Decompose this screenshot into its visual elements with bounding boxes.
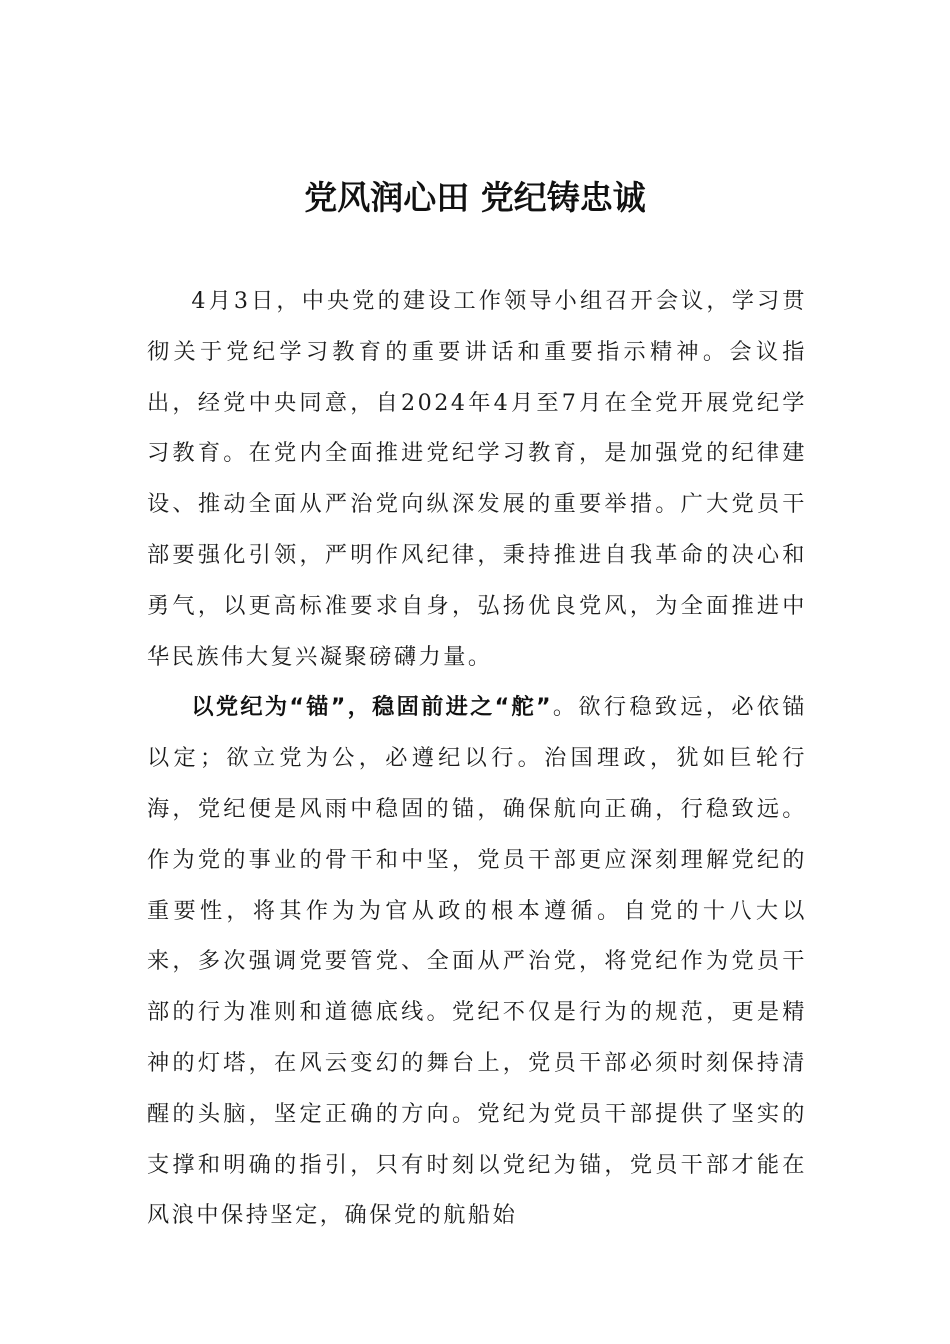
paragraph-text: 4月3日，中央党的建设工作领导小组召开会议，学习贯彻关于党纪学习教育的重要讲话和重要指示精神。会议指出，经党中央同意，自2024年4月至7月在全党开展党纪学习教育。在党内全面推进党纪学习教育，是加强党的纪律建设、推动全面从严治党向纵深发展的重要举措。广大党员干部要强化引领，严明作风纪律，秉持推进自我革命的决心和勇气，以更高标准要求自身，弘扬优良党风，为全面推进中华民族伟大复兴凝聚磅礴力量。 — [147, 288, 807, 670]
document-body — [147, 276, 807, 1241]
paragraph-intro — [147, 276, 807, 682]
paragraph-lead-heading: 以党纪为“锚”，稳固前进之“舵” — [191, 694, 553, 721]
paragraph-anchor — [147, 682, 807, 1241]
paragraph-text: 。欲行稳致远，必依锚以定；欲立党为公，必遵纪以行。治国理政，犹如巨轮行海，党纪便是风雨中稳固的锚，确保航向正确，行稳致远。作为党的事业的骨干和中坚，党员干部更应深刻理解党纪的重要性，将其作为为官从政的根本遵循。自党的十八大以来，多次强调党要管党、全面从严治党，将党纪作为党员干部的行为准则和道德底线。党纪不仅是行为的规范，更是精神的灯塔，在风云变幻的舞台上，党员干部必须时刻保持清醒的头脑，坚定正确的方向。党纪为党员干部提供了坚实的支撑和明确的指引，只有时刻以党纪为锚，党员干部才能在风浪中保持坚定，确保党的航船始 — [147, 694, 807, 1229]
document-title: 党风润心田 党纪铸忠诚 — [304, 178, 646, 217]
